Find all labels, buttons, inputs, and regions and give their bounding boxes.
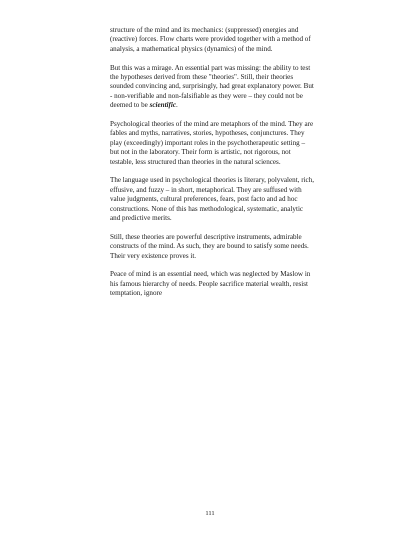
emphasized-word-scientific: scientific: [149, 101, 176, 110]
paragraph-3: Psychological theories of the mind are metaphors of the mind. They are fables and myths, narratives, stories, hypotheses, conjunctures. They play (exceedingly) important roles in the psychotherapeutic setting – but not in the laboratory. Their form is artistic, not rigorous, not testable, less structured than theories in the natural sciences.: [110, 120, 314, 166]
paragraph-2-text: But this was a mirage. An essential part was missing: the ability to test the hypotheses derived from these "theories". Still, their theories sounded convincing and, surprisingly, had great explanatory power. But - non-verifiable and non-falsifiable as they were – they could not be deemed to be: [110, 63, 314, 110]
paragraph-6: Peace of mind is an essential need, which was neglected by Maslow in his famous hierarchy of needs. People sacrifice material wealth, resist temptation, ignore: [110, 270, 311, 298]
paragraph-4: The language used in psychological theories is literary, polyvalent, rich, effusive, and fuzzy – in short, metaphorical. They are suffused with value judgments, cultural preferences, fears, post facto and ad hoc constructions. None of this has methodological, systematic, analytic and predictive merits.: [110, 176, 315, 223]
paragraph-2-end: .: [176, 101, 178, 110]
body-text: [110, 26, 315, 308]
paragraph-2: [110, 64, 315, 111]
page-number: 111: [205, 510, 215, 517]
paragraph-5: Still, these theories are powerful descriptive instruments, admirable constructs of the mind. As such, they are bound to satisfy some needs. Their very existence proves it.: [110, 232, 309, 260]
paragraph-1: structure of the mind and its mechanics: (suppressed) energies and (reactive) forces. Flow charts were provided together with a method of analysis, a mathematical physics (dynamics) of the mind.: [110, 26, 311, 53]
